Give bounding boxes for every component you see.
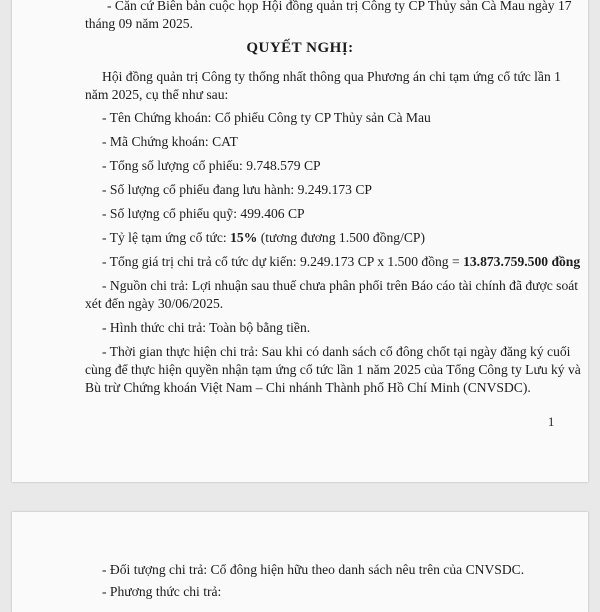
intro-line-1: - Căn cứ Biên bản cuộc họp Hội đồng quản trị Công ty CP Thủy sản Cà Mau ngày 17 <box>107 0 572 13</box>
item-stock-code: - Mã Chứng khoán: CAT <box>102 134 238 149</box>
payment-source-line-1: - Nguồn chi trả: Lợi nhuận sau thuế chưa phân phối trên Báo cáo tài chính đã được soát <box>102 278 579 293</box>
total-dividend-value: 13.873.759.500 đồng <box>463 254 581 269</box>
intro-line-2: tháng 09 năm 2025. <box>85 16 193 31</box>
payment-recipients: - Đối tượng chi trả: Cổ đông hiện hữu theo danh sách nêu trên của CNVSDC. <box>102 562 525 577</box>
payment-time-line-2: cùng để thực hiện quyền nhận tạm ứng cổ tức lần 1 năm 2025 của Tổng Công ty Lưu ký và <box>85 362 581 377</box>
payment-source-line-2: xét đến ngày 30/06/2025. <box>85 296 224 311</box>
payment-time-line-3: Bù trừ Chứng khoán Việt Nam – Chi nhánh Thành phố Hồ Chí Minh (CNVSDC). <box>85 380 531 395</box>
dividend-rate-value: 15% <box>230 230 258 245</box>
document-page-1 <box>12 0 588 482</box>
page-number: 1 <box>548 415 555 429</box>
item-total-dividend <box>102 254 580 270</box>
dividend-rate-suffix: (tương đương 1.500 đồng/CP) <box>257 230 426 245</box>
item-total-shares: - Tổng số lượng cổ phiếu: 9.748.579 CP <box>102 158 321 173</box>
item-dividend-rate <box>102 230 425 246</box>
resolution-title: QUYẾT NGHỊ: <box>246 40 354 56</box>
item-treasury-shares: - Số lượng cổ phiếu quỹ: 499.406 CP <box>102 206 305 221</box>
item-outstanding-shares: - Số lượng cổ phiếu đang lưu hành: 9.249.173 CP <box>102 182 372 197</box>
paragraph-1-line-2: năm 2025, cụ thể như sau: <box>85 87 229 102</box>
document-page-2 <box>12 512 588 612</box>
item-stock-name: - Tên Chứng khoán: Cổ phiếu Công ty CP Thủy sản Cà Mau <box>102 110 431 125</box>
payment-method-label: - Phương thức chi trả: <box>102 584 222 599</box>
total-dividend-prefix: - Tổng giá trị chi trả cổ tức dự kiến: 9.249.173 CP x 1.500 đồng = <box>102 254 464 269</box>
dividend-rate-prefix: - Tỷ lệ tạm ứng cổ tức: <box>102 230 231 245</box>
payment-time-line-1: - Thời gian thực hiện chi trả: Sau khi có danh sách cổ đông chốt tại ngày đăng ký cuối <box>102 344 571 359</box>
payment-form: - Hình thức chi trả: Toàn bộ bằng tiền. <box>102 320 311 335</box>
paragraph-1-line-1: Hội đồng quản trị Công ty thống nhất thông qua Phương án chi tạm ứng cổ tức lần 1 <box>102 69 561 84</box>
